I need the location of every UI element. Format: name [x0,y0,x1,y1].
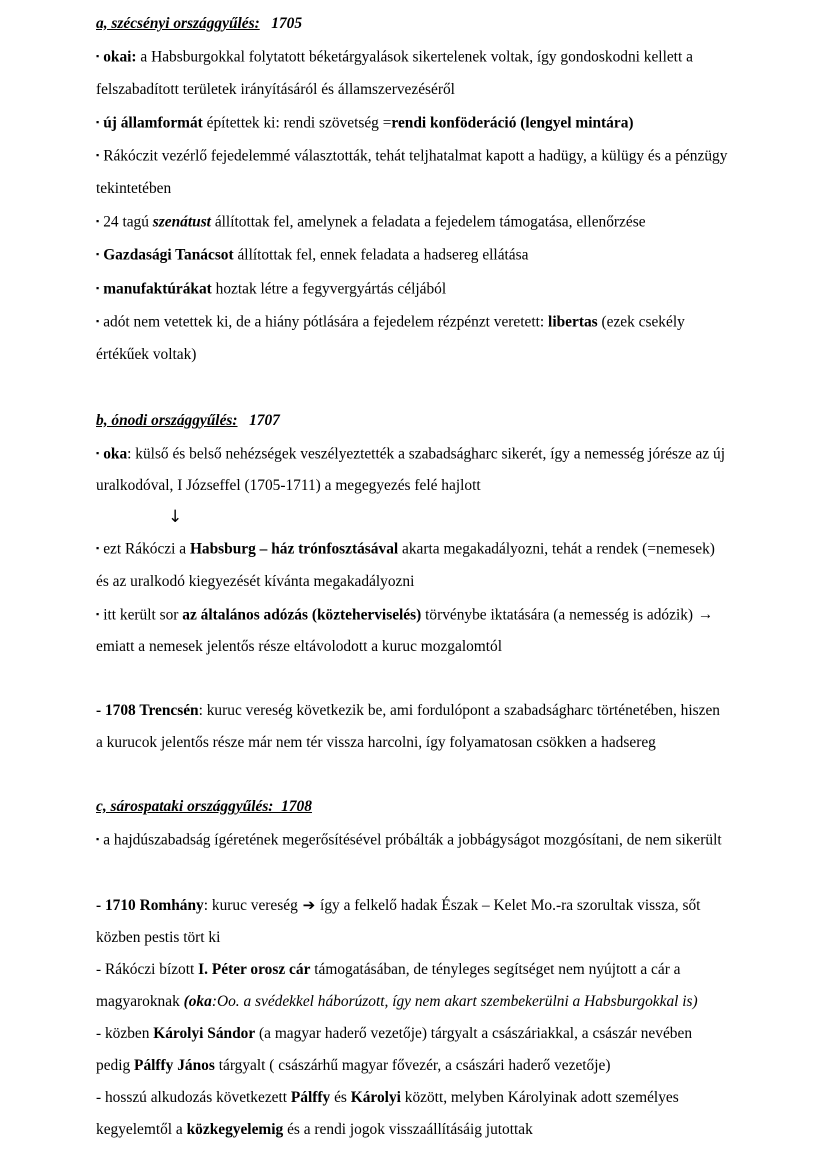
note-trencsen-text: : kuruc vereség következik be, ami fordulópont a szabadságharc történetében, hiszen a kurucok jelentős része már nem tér vissza harcolni, így folyamatosan csökken a hadsereg [96,702,720,751]
list-item-manufaktura [96,272,728,306]
list-item-adozas-emphasis: az általános adózás (közteherviselés) [182,606,422,623]
list-item-allamforma-lead: új államformát [103,114,203,131]
note-romhany-mid: : kuruc vereség [203,896,302,914]
note-alkudozas-mid-2: között, melyben Károlyinak adott személyes kegyelemtől a [96,1088,679,1138]
list-item-libertas-pre: adót nem vetettek ki, de a hiány pótlására a fejedelem rézpénzt veretett: [103,313,549,331]
note-karolyi [96,1018,728,1082]
note-romhany-post: így a felkelő hadak Észak – Kelet Mo.-ra szorultak vissza, sőt közben pestis tört ki [96,896,701,946]
list-item-libertas-post: (ezek csekély értékűek voltak) [96,313,685,363]
square-bullet-icon: ▪ [96,834,100,844]
section-heading-b-year: 1707 [249,411,280,429]
square-bullet-icon: ▪ [96,316,100,326]
arrow-right-icon: → [697,606,714,623]
note-alkudozas-emphasis-1: Pálffy [290,1088,331,1106]
note-alkudozas-emphasis-2: Károlyi [350,1088,401,1106]
arrow-right-bold-icon: ➔ [302,895,316,914]
note-peter-car-pre: - Rákóczi bízott [96,960,199,978]
note-trencsen [96,695,728,759]
list-item-manufaktura-lead: manufaktúrákat [103,280,212,297]
note-alkudozas-post: és a rendi jogok visszaállításáig jutottak [283,1120,533,1138]
list-item-tronfosztas [96,532,728,598]
section-heading-a [96,8,728,40]
list-item-okai [96,40,728,106]
square-bullet-icon: ▪ [96,608,100,619]
note-alkudozas-pre: - hosszú alkudozás következett [96,1088,291,1106]
section-spacer [96,371,728,405]
arrow-down-line [96,502,728,532]
square-bullet-icon: ▪ [96,116,100,127]
list-item-allamforma [96,106,728,140]
section-spacer [96,759,728,791]
list-item-oka [96,437,728,503]
square-bullet-icon: ▪ [96,215,100,226]
section-heading-b [96,405,728,437]
square-bullet-icon: ▪ [96,447,100,458]
note-karolyi-emphasis-1: Károlyi Sándor [153,1024,256,1042]
list-item-szenatus-post: állítottak fel, amelynek a feladata a fejedelem támogatása, ellenőrzése [210,213,646,230]
section-spacer [96,663,728,695]
list-item-rakoczi-text: Rákóczit vezérlő fejedelemmé választották, tehát teljhatalmat kapott a hadügy, a külügy és a pénzügy tekintetében [96,147,728,197]
note-alkudozas [96,1082,728,1146]
note-karolyi-post: tárgyalt ( császárhű magyar fővezér, a császári haderő vezetője) [214,1056,611,1074]
list-item-okai-lead: okai: [103,48,137,66]
note-romhany [96,889,728,954]
list-item-adozas-pre: itt került sor [103,606,183,623]
note-alkudozas-mid: és [330,1088,351,1106]
section-heading-c-label: c, sárospataki országgyűlés: [96,798,274,815]
note-trencsen-lead: - 1708 Trencsén [96,702,199,719]
note-karolyi-emphasis-2: Pálffy János [134,1056,215,1074]
list-item-gazdasagi-tanacs [96,238,728,272]
note-peter-car-emphasis: I. Péter orosz cár [198,960,311,978]
list-item-gazdasagi-tanacs-lead: Gazdasági Tanácsot [103,246,234,264]
square-bullet-icon: ▪ [96,543,100,553]
square-bullet-icon: ▪ [96,150,100,160]
section-heading-c [96,791,728,823]
note-alkudozas-emphasis-3: közkegyelemig [186,1120,284,1138]
square-bullet-icon: ▪ [96,249,100,259]
note-karolyi-mid: (a magyar haderő vezetője) tárgyalt a császáriakkal, a császár nevében pedig [96,1024,693,1074]
section-heading-a-year: 1705 [271,15,303,32]
section-heading-c-year: 1708 [281,798,312,815]
list-item-tronfosztas-pre: ezt Rákóczi a [103,540,190,558]
note-peter-car-mid: támogatásában, de tényleges segítséget nem nyújtott a cár a magyaroknak [96,960,681,1010]
list-item-rakoczi [96,139,728,205]
section-spacer [96,857,728,889]
list-item-adozas-mid: törvénybe iktatására (a nemesség is adózik) [421,606,697,623]
list-item-tronfosztas-post: akarta megakadályozni, tehát a rendek (=nemesek) és az uralkodó kiegyezését kívánta megakadályozni [96,540,715,590]
square-bullet-icon: ▪ [96,282,100,293]
list-item-manufaktura-text: hoztak létre a fegyvergyártás céljából [211,280,447,297]
list-item-szenatus-emphasis: szenátust [152,213,211,230]
note-peter-car [96,954,728,1018]
note-karolyi-pre: - közben [96,1024,154,1042]
list-item-hajduszabadsag [96,823,728,857]
note-romhany-lead: - 1710 Romhány [96,896,204,914]
list-item-szenatus [96,205,728,239]
section-heading-b-label: b, ónodi országgyűlés: [96,411,238,429]
list-item-allamforma-tail: rendi konföderáció (lengyel mintára) [391,114,634,131]
list-item-adozas [96,598,728,664]
list-item-okai-text: a Habsburgokkal folytatott béketárgyalások sikertelenek voltak, így gondoskodni kellett a felszabadított területek irányításáról és államszervezéséről [96,48,693,98]
list-item-adozas-post: emiatt a nemesek jelentős része eltávolodott a kuruc mozgalomtól [96,638,503,655]
note-peter-car-note-text: :Oo. a svédekkel háborúzott, így nem akart szembekerülni a Habsburgokkal is) [211,992,698,1010]
list-item-szenatus-pre: 24 tagú [103,213,153,230]
list-item-allamforma-mid: építettek ki: rendi szövetség = [202,114,392,131]
section-heading-a-label: a, szécsényi országgyűlés: [96,15,260,32]
list-item-hajduszabadsag-text: a hajdúszabadság ígéretének megerősítésével próbálták a jobbágyságot mozgósítani, de nem sikerült [103,831,722,849]
list-item-gazdasagi-tanacs-text: állítottak fel, ennek feladata a hadsereg ellátása [233,246,529,264]
list-item-oka-lead: oka [103,445,128,462]
list-item-tronfosztas-emphasis: Habsburg – ház trónfosztásával [189,540,399,558]
list-item-libertas-emphasis: libertas [548,313,598,331]
arrow-down-icon: ↓ [168,507,183,527]
list-item-oka-text: : külső és belső nehézségek veszélyeztették a szabadságharc sikerét, így a nemesség jórésze az új uralkodóval, I Józseffel (1705-1711) a megegyezés felé hajlott [96,445,726,494]
document-body [96,8,728,1146]
square-bullet-icon: ▪ [96,51,100,61]
list-item-libertas [96,305,728,371]
note-peter-car-note-lead: (oka [183,992,212,1010]
